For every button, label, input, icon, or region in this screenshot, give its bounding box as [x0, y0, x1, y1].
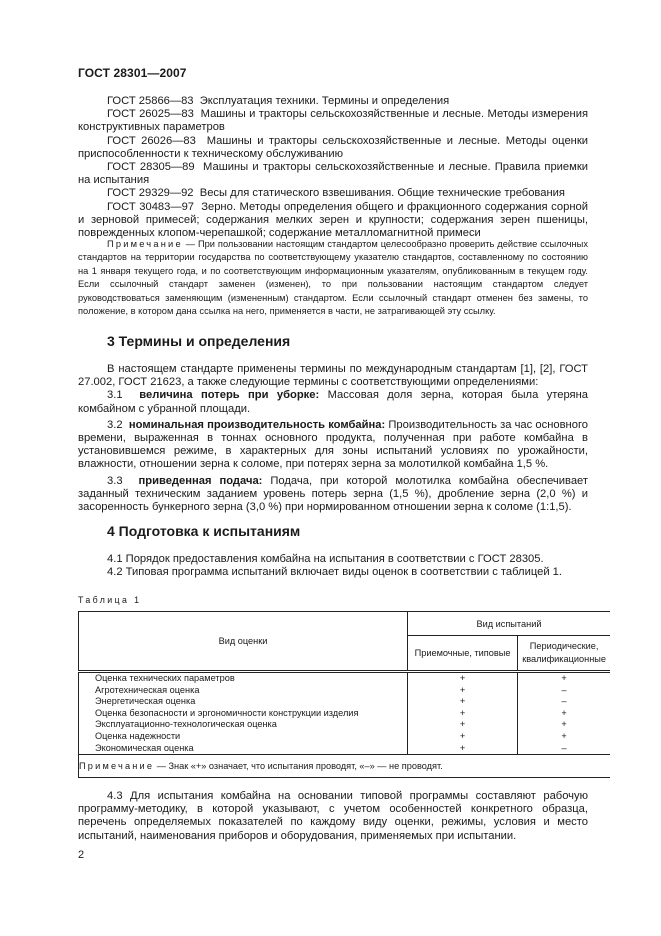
- table-caption: Таблица 1: [78, 595, 142, 605]
- row-value-periodic: +: [561, 730, 567, 741]
- row-assessment-name: Оценка надежности: [79, 731, 408, 743]
- references-list: [78, 95, 588, 240]
- reference-title: Машины и тракторы сельскохозяйственные и лесные. Методы оценки приспособленности к техническому обслуживанию: [78, 134, 589, 160]
- section-4-intro: [78, 553, 588, 579]
- reference-title: Машины и тракторы сельскохозяйственные и лесные. Правила приемки на испытания: [78, 161, 588, 187]
- table-1: [78, 611, 610, 778]
- reference-item: [78, 187, 588, 200]
- row-value-periodic: –: [561, 684, 567, 695]
- reference-code: ГОСТ 28305—89: [107, 161, 195, 174]
- note-label: Примечание: [107, 239, 183, 249]
- row-value-acceptance: +: [407, 743, 517, 755]
- section-3-body: [78, 363, 588, 514]
- reference-code: ГОСТ 26025—83: [107, 108, 194, 121]
- document-code-header: ГОСТ 28301—2007: [78, 66, 187, 80]
- row-value-acceptance: +: [407, 708, 517, 720]
- row-value-periodic: +: [561, 707, 567, 718]
- table-note-text: — Знак «+» означает, что испытания проводят, «–» — не проводят.: [154, 761, 443, 772]
- reference-code: ГОСТ 26026—83: [107, 134, 196, 147]
- table-row: [79, 696, 611, 708]
- row-assessment-name: Оценка безопасности и эргономичности конструкции изделия: [79, 708, 408, 720]
- table-row: [79, 672, 611, 685]
- row-assessment-name: Экономическая оценка: [79, 743, 408, 755]
- row-assessment-name: Оценка технических параметров: [79, 672, 408, 685]
- row-value-periodic: –: [561, 696, 567, 707]
- term-number: 3.2: [107, 418, 123, 431]
- row-value-periodic: +: [518, 672, 610, 685]
- paragraph-4-1: 4.1 Порядок предоставления комбайна на испытания в соответствии с ГОСТ 28305.: [107, 553, 544, 565]
- reference-title: Зерно. Методы определения общего и фракционного содержания сорной и зерновой примесей; содержания мелких зерен и крупности; содержания зерен пшеницы, поврежденных клопом-черепашкой; содержание металломагнитной примеси: [78, 200, 588, 240]
- paragraph-4-3: 4.3 Для испытания комбайна на основании типовой программы составляют рабочую программу-методику, в которой указывают, с учетом особенностей конкретного образца, перечень определяемых показателей по каждому виду оценки, режимы, условия и место испытаний, наименования приборов и оборудования, применяемых при испытании.: [78, 790, 588, 842]
- row-value-acceptance: +: [407, 696, 517, 708]
- reference-code: ГОСТ 30483—97: [107, 200, 195, 213]
- term-item: [78, 475, 588, 515]
- references-note: [78, 238, 588, 318]
- term-definition: Подача, при которой молотилка комбайна обеспечивает заданный техническим заданием уровень потерь зерна (1,5 %), дробление зерна (2,0 %) и засоренность бункерного зерна (3,0 %) при нормированном отношении зерна к соломе (1:1,5).: [78, 474, 589, 514]
- term-item: [78, 389, 588, 415]
- row-assessment-name: Энергетическая оценка: [79, 696, 408, 708]
- section-3-heading: 3 Термины и определения: [107, 333, 291, 349]
- row-value-acceptance: +: [407, 685, 517, 697]
- table-row: [79, 685, 611, 697]
- row-value-acceptance: +: [407, 672, 517, 685]
- table-note-label: Примечание: [79, 761, 155, 772]
- term-item: [78, 419, 588, 472]
- reference-code: ГОСТ 25866—83: [107, 95, 194, 107]
- row-assessment-name: Агротехническая оценка: [79, 685, 408, 697]
- table-row: [79, 708, 611, 720]
- page-number: 2: [78, 849, 85, 861]
- row-assessment-name: Эксплуатационно-технологическая оценка: [79, 719, 408, 731]
- reference-title: Весы для статического взвешивания. Общие технические требования: [199, 187, 565, 200]
- header-assessment-type: Вид оценки: [79, 612, 408, 672]
- note-text: — При пользовании настоящим стандартом целесообразно проверить действие ссылочных стандартов на территории государства по соответствующему указателю стандартов, составленному по состоянию на 1 января текущего года, и по соответствующим информационным указателям, опубликованным в текущем году. Если ссылочный стандарт заменен (изменен), то при пользовании настоящим стандартом следует руководствоваться заменяющим (измененным) стандартом. Если ссылочный стандарт отменен без замены, то положение, в котором дана ссылка на него, применяется в части, не затрагивающей эту ссылку.: [78, 239, 588, 317]
- header-acceptance-type-tests: Приемочные, типовые: [407, 636, 517, 672]
- row-value-acceptance: +: [407, 731, 517, 743]
- term-name: приведенная подача:: [138, 474, 263, 487]
- reference-item: [78, 161, 588, 187]
- section-3-intro: В настоящем стандарте применены термины по международным стандартам [1], [2], ГОСТ 27.002, ГОСТ 21623, а также следующие термины с соответствующими определениями:: [78, 363, 588, 389]
- term-name: номинальная производительность комбайна:: [128, 418, 386, 431]
- reference-title: Машины и тракторы сельскохозяйственные и лесные. Методы измерения конструктивных параметров: [78, 108, 588, 134]
- term-number: 3.1: [107, 389, 123, 402]
- header-periodic-qualification-tests: Периодические, квалификационные: [518, 636, 610, 672]
- header-test-type-group: Вид испытаний: [407, 612, 610, 636]
- table-note-row: [79, 755, 611, 778]
- paragraph-4-2: 4.2 Типовая программа испытаний включает виды оценок в соответствии с таблицей 1.: [107, 566, 563, 579]
- term-definition: Производительность за час основного времени, выраженная в тоннах основного продукта, полученная при работе комбайна в установившемся режиме, в характерных для зоны испытаний условиях по урожайности, влажности, отношении зерна к соломе, при потерях зерна за молотилкой комбайна 1,5 %.: [78, 418, 589, 471]
- reference-title: Эксплуатация техники. Термины и определения: [199, 95, 450, 107]
- table-row: [79, 743, 611, 755]
- note-paragraph: [78, 238, 588, 318]
- reference-code: ГОСТ 29329—92: [107, 187, 194, 200]
- row-value-acceptance: +: [407, 719, 517, 731]
- table-note: [79, 755, 611, 778]
- reference-item: [78, 108, 588, 134]
- term-number: 3.3: [107, 474, 123, 487]
- row-value-periodic: +: [561, 719, 567, 730]
- row-value-periodic: –: [561, 742, 567, 753]
- table-row: [79, 719, 611, 731]
- table-row: [79, 731, 611, 743]
- section-4-heading: 4 Подготовка к испытаниям: [107, 523, 301, 539]
- table-header-row: [79, 612, 611, 636]
- reference-item: [78, 135, 588, 161]
- reference-item: [78, 95, 588, 108]
- term-definition: Массовая доля зерна, которая была утеряна комбайном с убранной площади.: [78, 389, 589, 415]
- paragraph-4-3-block: [78, 790, 588, 843]
- term-name: величина потерь при уборке:: [139, 389, 320, 402]
- reference-item: [78, 201, 588, 241]
